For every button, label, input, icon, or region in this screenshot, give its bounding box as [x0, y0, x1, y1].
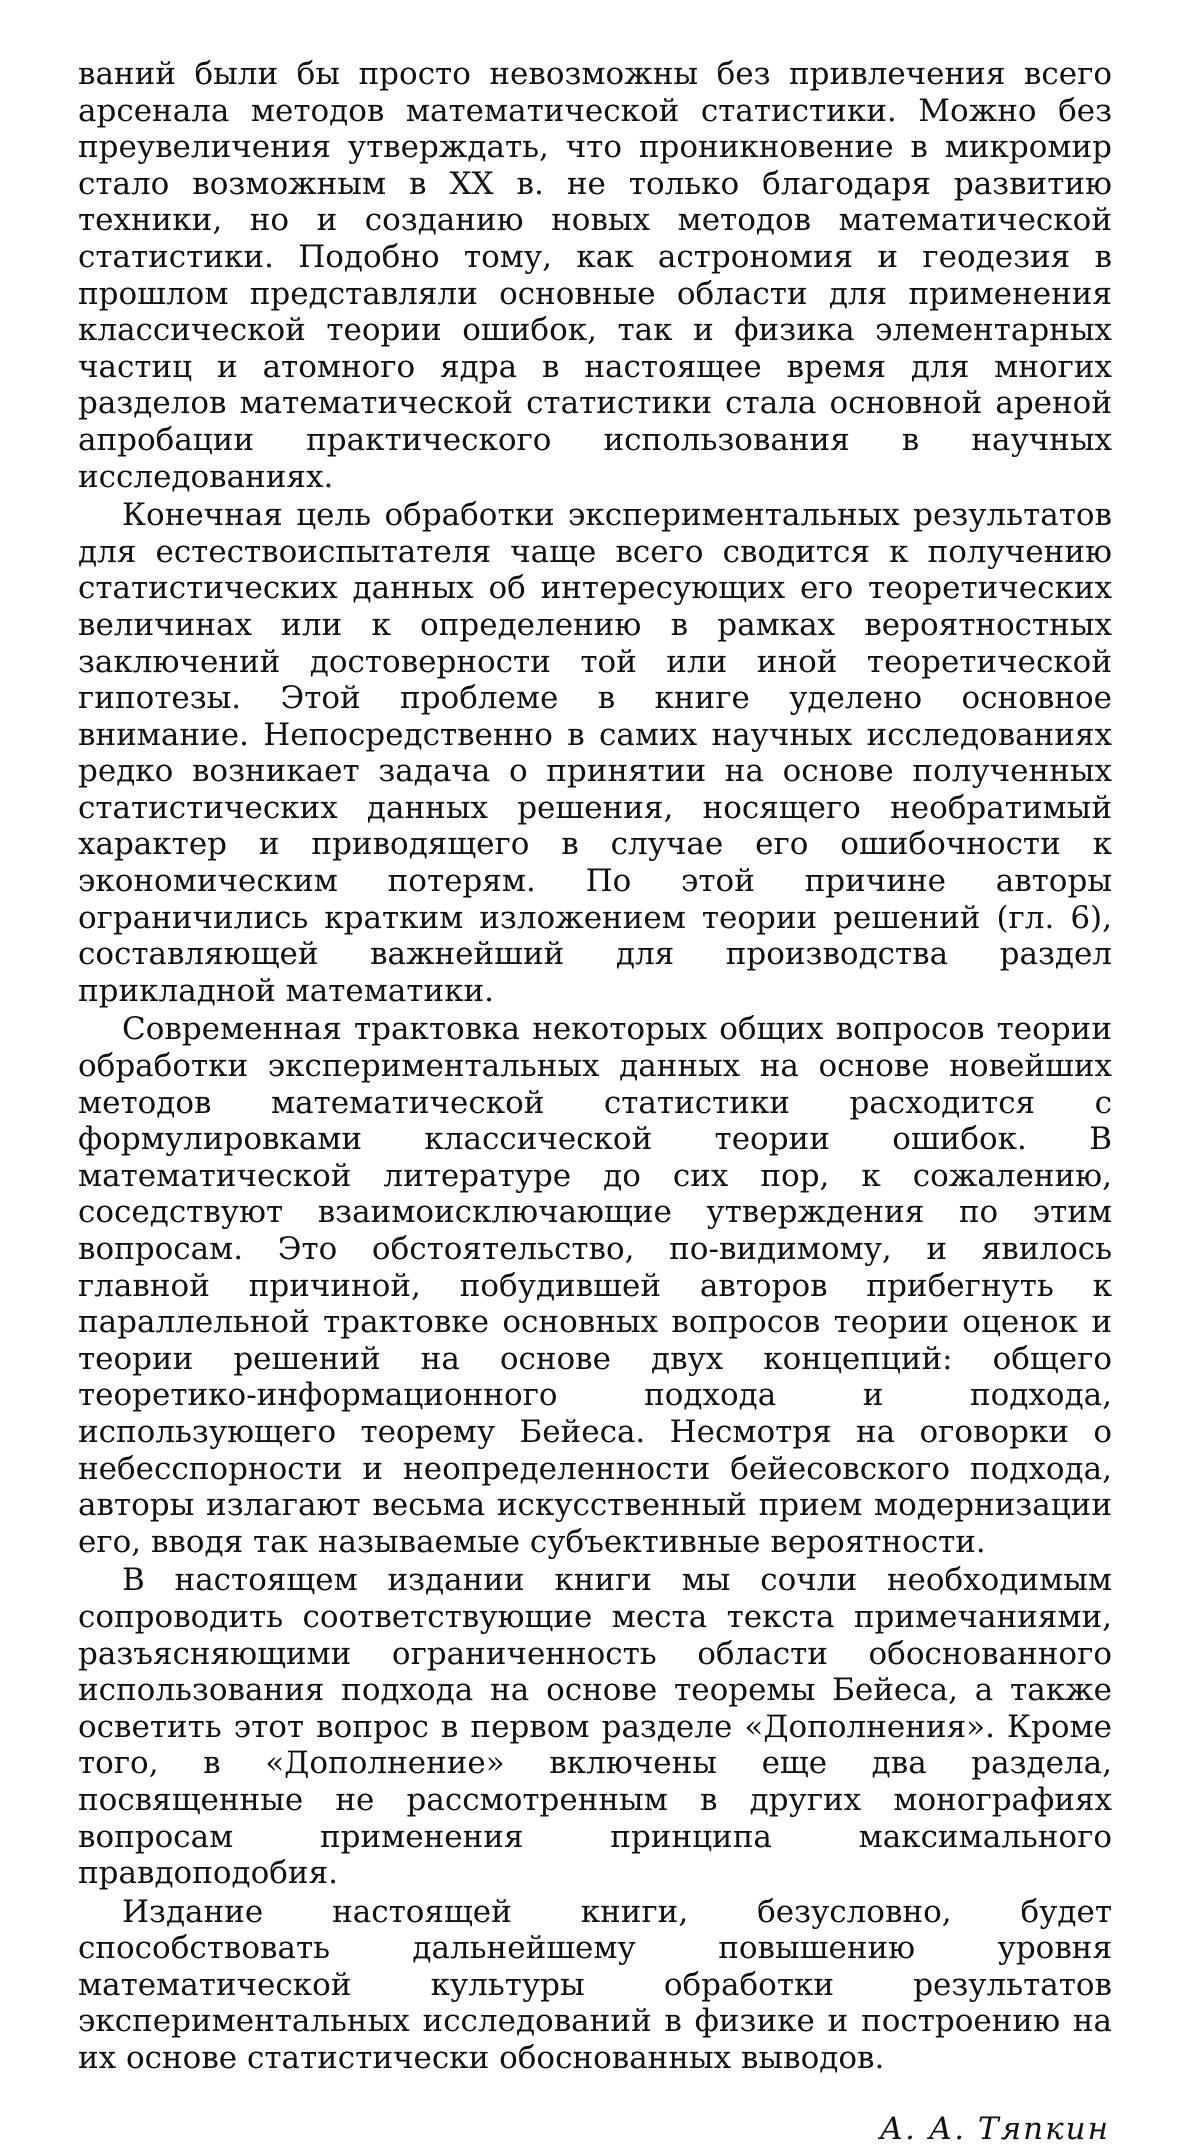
paragraph-2: Конечная цель обработки экспериментальных результатов для естествоиспытателя чаще всего сводится к получению статистических данных об интересующих его теоретических величинах или к определению в рамках вероятностных заключений достоверности той или иной теоретической гипотезы. Этой проблеме в книге уделено основное внимание. Непосредственно в самих научных исследованиях редко возникает задача о принятии на основе полученных статистических данных решения, носящего необратимый характер и приводящего в случае его ошибочности к экономическим потерям. По этой причине авторы ограничились кратким изложением теории решений (гл. 6), составляющей важнейший для производства раздел прикладной математики. — [78, 497, 1112, 1009]
paragraph-3: Современная трактовка некоторых общих вопросов теории обработки экспериментальных данных на основе новейших методов математической статистики расходится с формулировками классической теории ошибок. В математической литературе до сих пор, к сожалению, соседствуют взаимоисключающие утверждения по этим вопросам. Это обстоятельство, по-видимому, и явилось главной причиной, побудившей авторов прибегнуть к параллельной трактовке основных вопросов теории оценок и теории решений на основе двух концепций: общего теоретико-информационного подхода и подхода, использующего теорему Бейеса. Несмотря на оговорки о небесспорности и неопределенности бейесовского подхода, авторы излагают весьма искусственный прием модернизации его, вводя так называемые субъективные вероятности. — [78, 1011, 1112, 1560]
document-page — [78, 56, 1112, 2147]
paragraph-5: Издание настоящей книги, безусловно, будет способствовать дальнейшему повышению уровня математической культуры обработки результатов экспериментальных исследований в физике и построению на их основе статистически обоснованных выводов. — [78, 1894, 1112, 2077]
author-signature: А. А. Тяпкин — [78, 2111, 1112, 2147]
paragraph-4: В настоящем издании книги мы сочли необходимым сопроводить соответствующие места текста примечаниями, разъясняющими ограниченность области обоснованного использования подхода на основе теоремы Бейеса, а также осветить этот вопрос в первом разделе «Дополнения». Кроме того, в «Дополнение» включены еще два раздела, посвященные не рассмотренным в других монографиях вопросам применения принципа максимального правдоподобия. — [78, 1562, 1112, 1891]
paragraph-1: ваний были бы просто невозможны без привлечения всего арсенала методов математической статистики. Можно без преувеличения утверждать, что проникновение в микромир стало возможным в XX в. не только благодаря развитию техники, но и созданию новых методов математической статистики. Подобно тому, как астрономия и геодезия в прошлом представляли основные области для применения классической теории ошибок, так и физика элементарных частиц и атомного ядра в настоящее время для многих разделов математической статистики стала основной ареной апробации практического использования в научных исследованиях. — [78, 56, 1112, 495]
